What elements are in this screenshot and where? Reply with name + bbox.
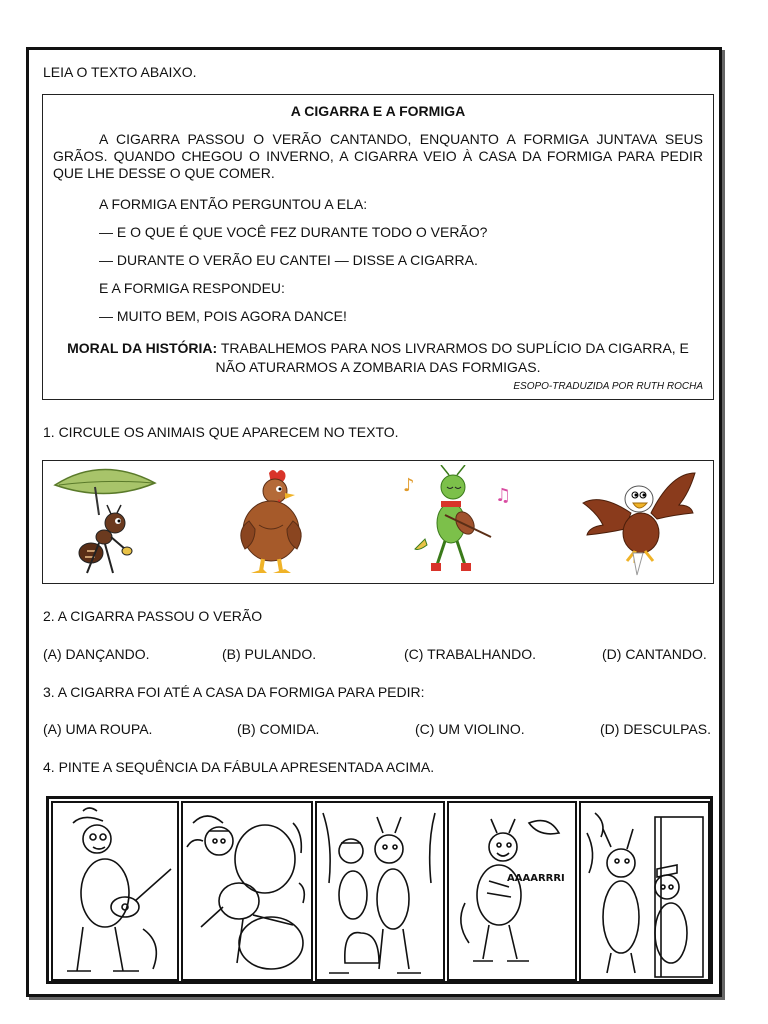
story-line-6: — MUITO BEM, POIS AGORA DANCE! [99,308,347,324]
sequence-panel-2[interactable] [181,801,313,981]
story-line-2: A FORMIGA ENTÃO PERGUNTOU A ELA: [99,196,368,212]
animal-options [42,460,714,584]
sequence-panel-3[interactable] [315,801,445,981]
door-scene-drawing [581,803,708,979]
q3-option-c[interactable]: (C) UM VIOLINO. [415,721,525,737]
rooster-icon[interactable] [213,465,333,581]
sound-effect-text: AAAARRRI [507,873,565,884]
svg-text:♫: ♫ [495,485,512,506]
question-3: 3. A CIGARRA FOI ATÉ A CASA DA FORMIGA PARA PEDIR: [43,684,425,700]
cricket-winter-drawing [449,803,575,979]
cricket-guitar-drawing [53,803,177,979]
q3-option-d[interactable]: (D) DESCULPAS. [600,721,711,737]
moral-label: MORAL DA HISTÓRIA: [67,340,218,356]
q2-option-a[interactable]: (A) DANÇANDO. [43,646,150,662]
question-2: 2. A CIGARRA PASSOU O VERÃO [43,608,263,624]
story-title: A CIGARRA E A FORMIGA [290,103,466,119]
question-4: 4. PINTE A SEQUÊNCIA DA FÁBULA APRESENTADA ACIMA. [43,759,435,775]
ant-and-cricket-drawing [317,803,443,979]
cricket-icon[interactable] [395,465,515,581]
q2-option-d[interactable]: (D) CANTANDO. [602,646,707,662]
q3-option-a[interactable]: (A) UMA ROUPA. [43,721,153,737]
svg-text:♪: ♪ [403,475,415,496]
q2-option-c[interactable]: (C) TRABALHANDO. [404,646,536,662]
moral-text-2: NÃO ATURARMOS A ZOMBARIA DAS FORMIGAS. [215,359,541,375]
fable-sequence-strip [46,796,713,984]
sequence-panel-4[interactable] [447,801,577,981]
story-box [42,94,714,400]
moral-block [53,339,703,377]
story-line-5: E A FORMIGA RESPONDEU: [99,280,285,296]
story-source: ESOPO-TRADUZIDA POR RUTH ROCHA [513,381,703,392]
moral-text-1: TRABALHEMOS PARA NOS LIVRARMOS DO SUPLÍCIO DA CIGARRA, E [220,340,689,356]
q3-option-b[interactable]: (B) COMIDA. [237,721,320,737]
worksheet [26,47,722,997]
sequence-panel-5[interactable] [579,801,710,981]
q2-option-b[interactable]: (B) PULANDO. [222,646,317,662]
sequence-panel-1[interactable] [51,801,179,981]
question-1: 1. CIRCULE OS ANIMAIS QUE APARECEM NO TEXTO. [43,424,399,440]
story-paragraph-1: A CIGARRA PASSOU O VERÃO CANTANDO, ENQUANTO A FORMIGA JUNTAVA SEUS GRÃOS. QUANDO CHEGOU O INVERNO, A CIGARRA VEIO À CASA DA FORMIGA PARA PEDIR QUE LHE DESSE O QUE COMER. [53,131,703,181]
instruction-text: LEIA O TEXTO ABAIXO. [43,64,197,80]
ant-icon[interactable] [47,465,167,581]
story-line-3: — E O QUE É QUE VOCÊ FEZ DURANTE TODO O VERÃO? [99,224,488,240]
eagle-icon[interactable] [579,465,699,581]
ant-working-drawing [183,803,311,979]
story-line-4: — DURANTE O VERÃO EU CANTEI — DISSE A CIGARRA. [99,252,478,268]
